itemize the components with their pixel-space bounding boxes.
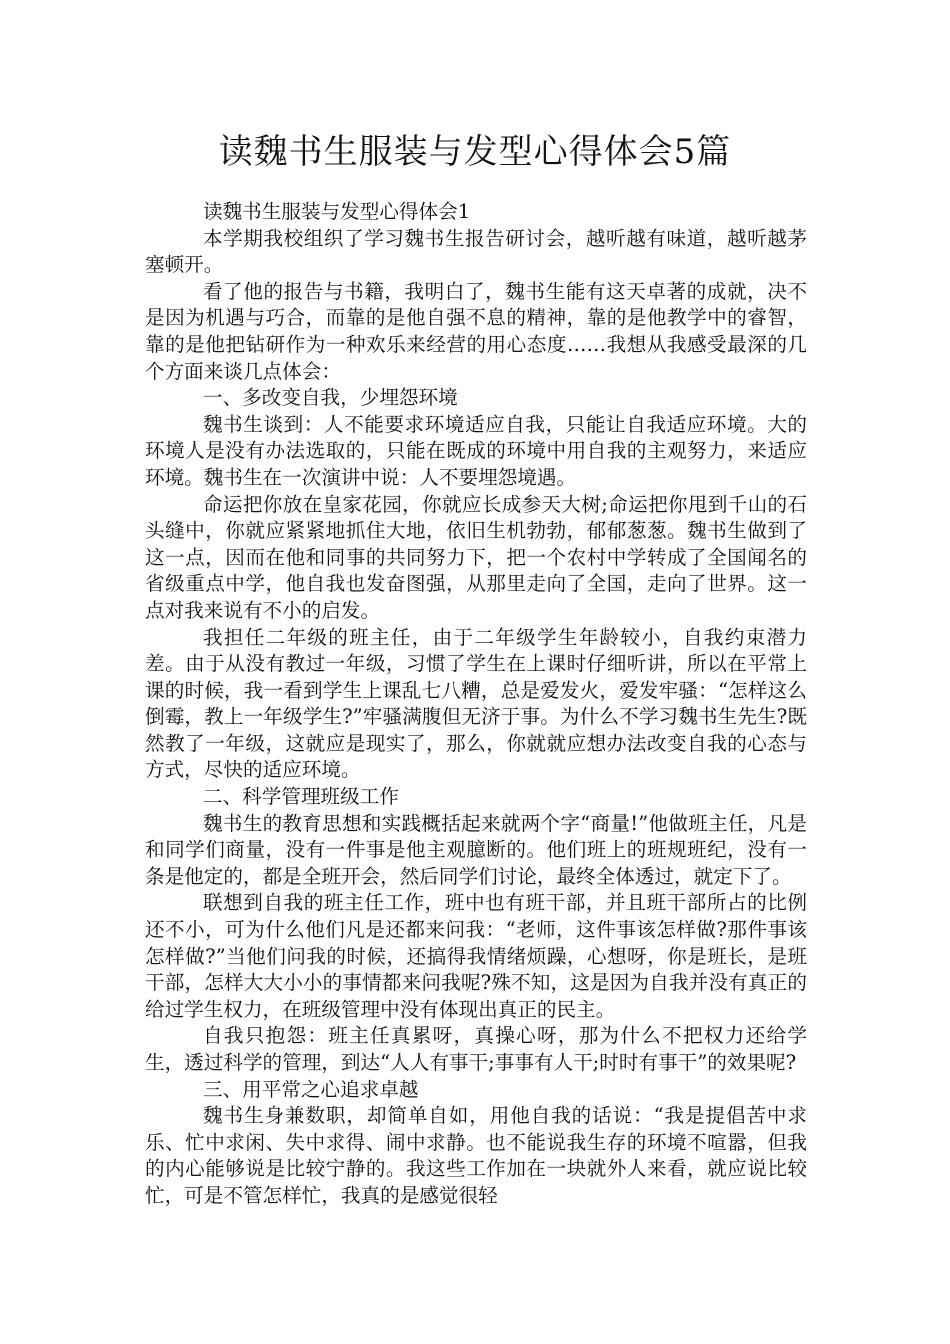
paragraph: 联想到自我的班主任工作，班中也有班干部，并且班干部所占的比例还不小，可为什么他们凡是还都来问我：“老师，这件事该怎样做?那件事该怎样做?”当他们问我的时候，还搞得我情绪烦躁，心想呀，你是班长，是班干部，怎样大大小小的事情都来问我呢?殊不知，这是因为自我并没有真正的给过学生权力，在班级管理中没有体现出真正的民主。 <box>145 891 807 1021</box>
paragraph: 魏书生身兼数职，却简单自如，用他自我的话说：“我是提倡苦中求乐、忙中求闲、失中求得、闹中求静。也不能说我生存的环境不喧嚣，但我的内心能够说是比较宁静的。我这些工作加在一块就外人来看，就应说比较忙，可是不管怎样忙，我真的是感觉很轻 <box>145 1104 807 1207</box>
section-heading: 三、用平常之心追求卓越 <box>203 1077 419 1101</box>
document-title: 读魏书生服装与发型心得体会5篇 <box>218 132 732 172</box>
section-heading: 一、多改变自我，少埋怨环境 <box>203 386 458 410</box>
section-heading: 二、科学管理班级工作 <box>203 785 399 809</box>
paragraph: 看了他的报告与书籍，我明白了，魏书生能有这天卓著的成就，决不是因为机遇与巧合，而靠的是他自强不息的精神，靠的是他教学中的睿智，靠的是他把钻研作为一种欢乐来经营的用心态度……我想从我感受最深的几个方面来谈几点体会： <box>145 279 807 383</box>
paragraph: 自我只抱怨：班主任真累呀，真操心呀，那为什么不把权力还给学生，透过科学的管理，到达“人人有事干;事事有人干;时时有事干”的效果呢? <box>145 1024 807 1074</box>
paragraph: 魏书生的教育思想和实践概括起来就两个字“商量!”他做班主任，凡是和同学们商量，没有一件事是他主观臆断的。他们班上的班规班纪，没有一条是他定的，都是全班开会，然后同学们讨论，最终全体透过，就定下了。 <box>145 811 807 888</box>
paragraph: 本学期我校组织了学习魏书生报告研讨会，越听越有味道，越听越茅塞顿开。 <box>145 226 807 277</box>
paragraph: 我担任二年级的班主任，由于二年级学生年龄较小，自我约束潜力差。由于从没有教过一年级，习惯了学生在上课时仔细听讲，所以在平常上课的时候，我一看到学生上课乱七八糟，总是爱发火，爱发牢骚：“怎样这么倒霉，教上一年级学生?”牢骚满腹但无济于事。为什么不学习魏书生先生?既然教了一年级，这就应是现实了，那么，你就就应想办法改变自我的心态与方式，尽快的适应环境。 <box>145 625 807 782</box>
document-body <box>145 199 807 1210</box>
paragraph: 命运把你放在皇家花园，你就应长成参天大树;命运把你甩到千山的石头缝中，你就应紧紧地抓住大地，依旧生机勃勃，郁郁葱葱。魏书生做到了这一点，因而在他和同事的共同努力下，把一个农村中学转成了全国闻名的省级重点中学，他自我也发奋图强，从那里走向了全国，走向了世界。这一点对我来说有不小的启发。 <box>145 492 807 622</box>
paragraph: 魏书生谈到：人不能要求环境适应自我，只能让自我适应环境。大的环境人是没有办法选取的，只能在既成的环境中用自我的主观努力，来适应环境。魏书生在一次演讲中说：人不要埋怨境遇。 <box>145 412 807 489</box>
paragraph-subtitle: 读魏书生服装与发型心得体会1 <box>203 200 471 223</box>
